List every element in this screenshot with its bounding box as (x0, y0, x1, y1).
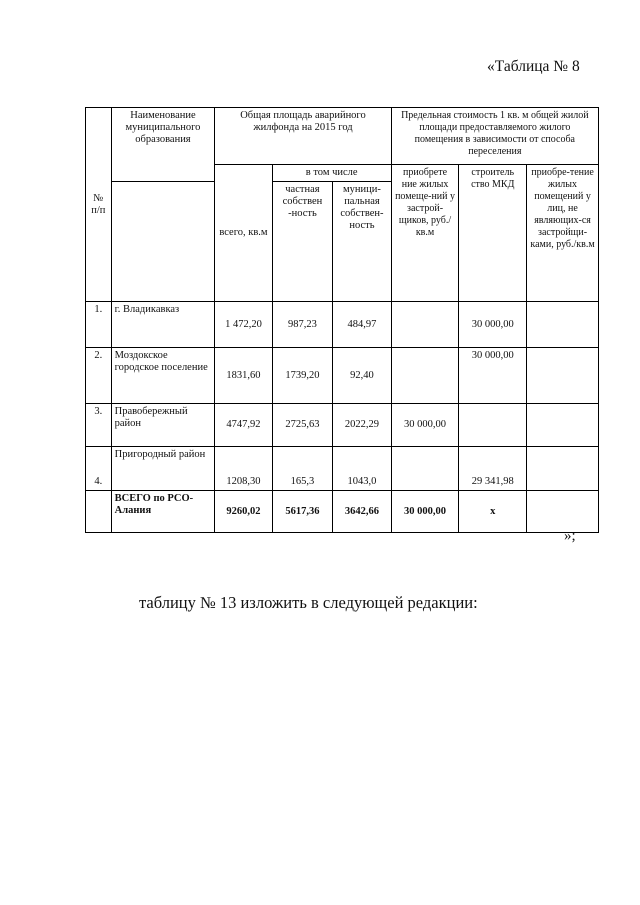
header-purchase-dev: приобрете ние жилых помеще-ний у застрой-щиков, руб./кв.м (391, 165, 459, 302)
instruction-text: таблицу № 13 изложить в следующей редакции: (139, 593, 478, 612)
row-construction: 29 341,98 (459, 447, 527, 491)
row-purchase-dev (391, 302, 459, 348)
total-name: ВСЕГО по РСО-Алания (111, 491, 215, 533)
row-construction: 30 000,00 (459, 348, 527, 404)
row-construction: 30 000,00 (459, 302, 527, 348)
row-num: 2. (86, 348, 112, 404)
row-num: 4. (86, 447, 112, 491)
total-total: 9260,02 (215, 491, 272, 533)
total-num (86, 491, 112, 533)
row-private: 2725,63 (272, 404, 333, 447)
data-table (85, 107, 599, 533)
total-purchase-dev: 30 000,00 (391, 491, 459, 533)
total-municipal: 3642,66 (333, 491, 391, 533)
row-purchase-nondev (527, 302, 599, 348)
row-num: 3. (86, 404, 112, 447)
row-private: 987,23 (272, 302, 333, 348)
row-municipal: 2022,29 (333, 404, 391, 447)
header-name: Наименование муниципального образования (111, 108, 215, 182)
table-row (86, 404, 599, 447)
row-total: 1208,30 (215, 447, 272, 491)
row-total: 4747,92 (215, 404, 272, 447)
header-incl: в том числе (272, 165, 391, 182)
header-total: всего, кв.м (215, 165, 272, 302)
total-private: 5617,36 (272, 491, 333, 533)
row-purchase-nondev (527, 404, 599, 447)
total-purchase-nondev (527, 491, 599, 533)
row-private: 165,3 (272, 447, 333, 491)
row-private: 1739,20 (272, 348, 333, 404)
row-name: Пригородный район (111, 447, 215, 491)
row-num: 1. (86, 302, 112, 348)
table-row (86, 447, 599, 491)
row-total: 1 472,20 (215, 302, 272, 348)
table-row (86, 348, 599, 404)
header-area-group: Общая площадь аварийного жилфонда на 2015 год (215, 108, 391, 165)
total-construction: х (459, 491, 527, 533)
header-private: частная собствен -ность (272, 182, 333, 302)
header-name-spacer (111, 182, 215, 302)
row-name: Правобережный район (111, 404, 215, 447)
header-num: № п/п (86, 108, 112, 302)
header-cost-group: Предельная стоимость 1 кв. м общей жилой площади предоставляемого жилого помещения в зависимости от способа переселения (391, 108, 598, 165)
total-row (86, 491, 599, 533)
table-caption: «Таблица № 8 (487, 58, 580, 75)
row-construction (459, 404, 527, 447)
row-total: 1831,60 (215, 348, 272, 404)
row-purchase-nondev (527, 348, 599, 404)
row-purchase-dev (391, 348, 459, 404)
row-municipal: 484,97 (333, 302, 391, 348)
header-purchase-nondev: приобре-тение жилых помещений у лиц, не являющих-ся застройщи-ками, руб./кв.м (527, 165, 599, 302)
row-municipal: 92,40 (333, 348, 391, 404)
row-purchase-dev (391, 447, 459, 491)
closing-quote: »; (564, 528, 576, 544)
row-name: г. Владикавказ (111, 302, 215, 348)
header-municipal: муници-пальная собствен-ность (333, 182, 391, 302)
row-municipal: 1043,0 (333, 447, 391, 491)
row-purchase-dev: 30 000,00 (391, 404, 459, 447)
header-construction: строитель ство МКД (459, 165, 527, 302)
table-row (86, 302, 599, 348)
row-purchase-nondev (527, 447, 599, 491)
row-name: Моздокское городское поселение (111, 348, 215, 404)
